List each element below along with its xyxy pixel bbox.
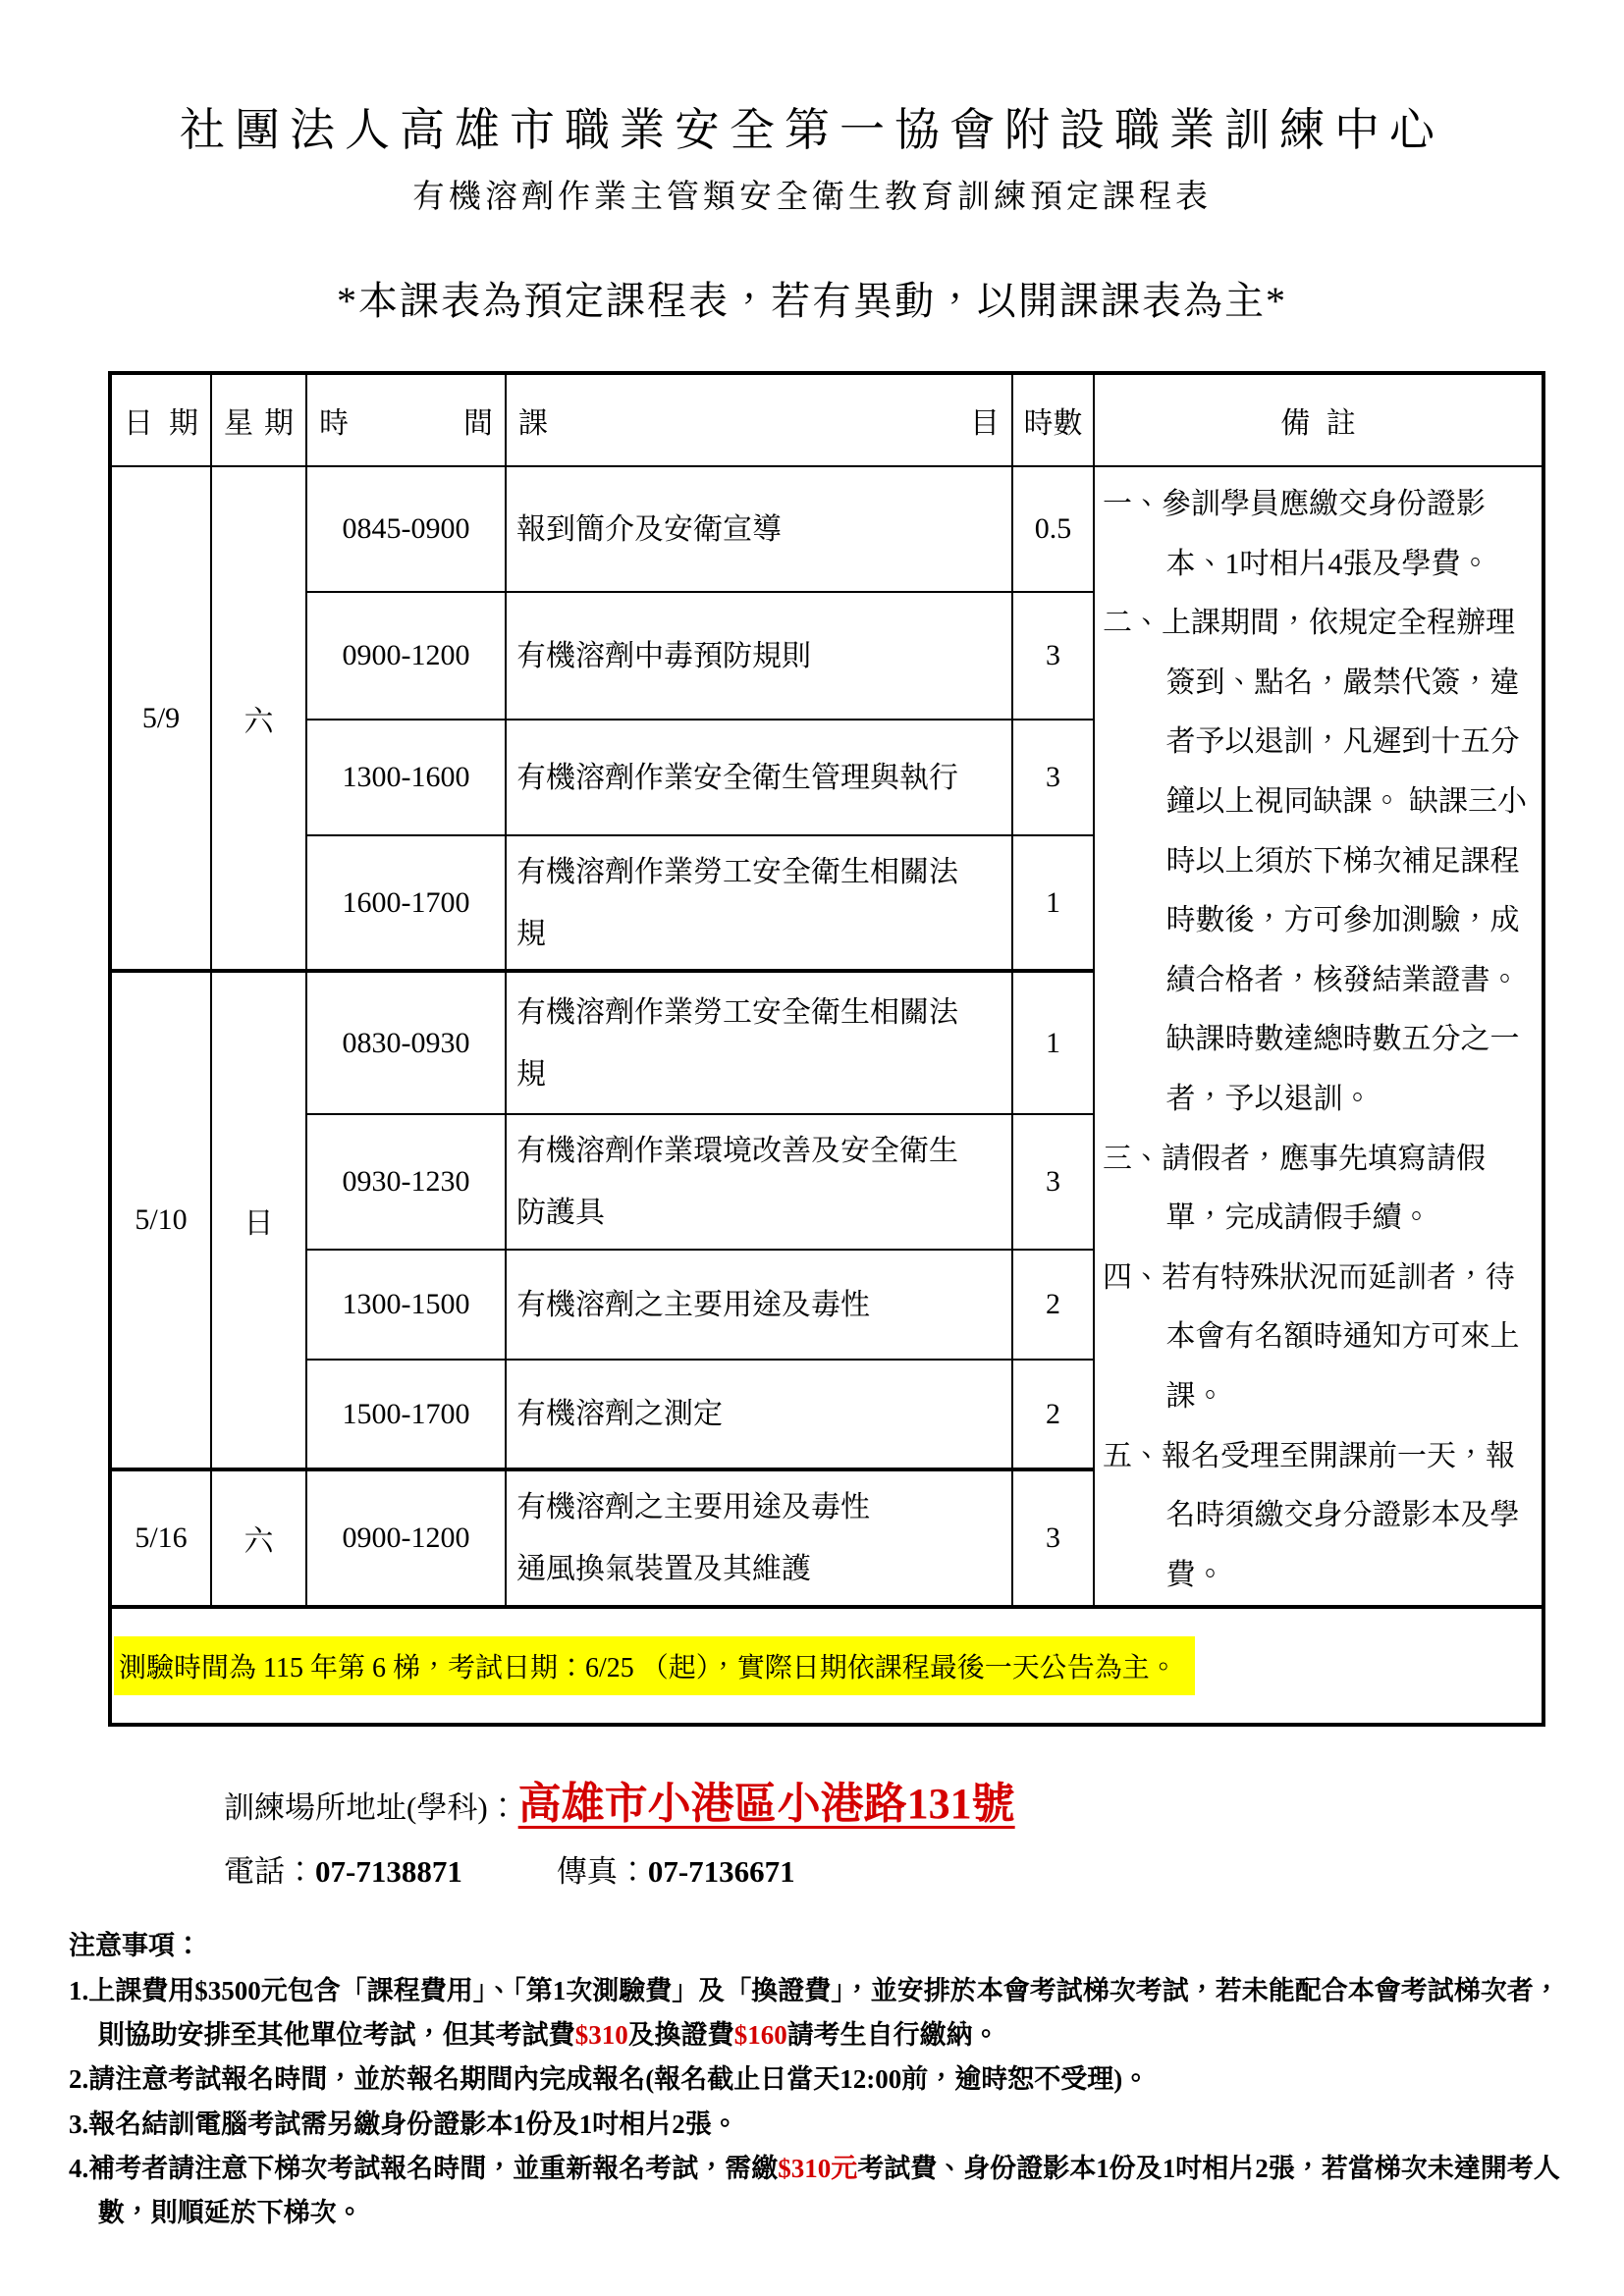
note-item (69, 2147, 1571, 2236)
note-text: 考試費、身份證影本1份及1吋相片2張，若當梯次未達開考人數，則順延於下梯次。 (97, 2154, 1560, 2228)
subject-line: 有機溶劑作業環境改善及安全衛生 (516, 1135, 958, 1168)
page-title: 社團法人高雄市職業安全第一協會附設職業訓練中心 (180, 105, 1444, 155)
exam-notice-highlight: 測驗時間為 115 年第 6 梯，考試日期：6/25 （起），實際日期依課程最後一天公告為主。 (114, 1636, 1195, 1695)
date-cell: 5/10 (110, 971, 211, 1469)
header-hours: 時數 (1012, 373, 1094, 466)
note-text: 補考者請注意下梯次考試報名時間，並重新報名考試，需繳 (88, 2154, 779, 2184)
header-weekday (211, 373, 306, 466)
remarks-cell (1094, 466, 1543, 1607)
header-date (110, 373, 211, 466)
hours-cell: 2 (1012, 1250, 1094, 1360)
time-cell: 0900-1200 (306, 592, 506, 720)
time-cell: 1300-1500 (306, 1250, 506, 1360)
remark-item: 一、參訓學員應繳交身份證影本、1吋相片4張及學費。 (1103, 488, 1490, 580)
subject-cell (506, 1250, 1012, 1360)
weekday-cell: 日 (211, 971, 306, 1469)
hours-cell: 2 (1012, 1360, 1094, 1469)
subject-line: 有機溶劑作業勞工安全衛生相關法 (516, 855, 958, 888)
table-header-row (110, 373, 1543, 466)
course-row (110, 466, 1543, 592)
header-remarks: 備註 (1094, 373, 1543, 466)
phone-label: 電話： (224, 1854, 315, 1890)
hours-cell: 3 (1012, 592, 1094, 720)
note-red-amount: $310 (574, 2020, 628, 2050)
note-item (69, 1969, 1571, 2058)
contact-block (224, 1768, 1624, 1891)
subject-line: 通風換氣裝置及其維護 (516, 1553, 811, 1586)
subject-line: 有機溶劑作業勞工安全衛生相關法 (516, 995, 958, 1029)
subject-cell (506, 1114, 1012, 1250)
notes-list (69, 1969, 1571, 2236)
time-cell: 1500-1700 (306, 1360, 506, 1469)
subject-line: 規 (516, 917, 546, 950)
weekday-cell: 六 (211, 1469, 306, 1607)
hours-cell: 3 (1012, 720, 1094, 835)
subject-line: 有機溶劑作業安全衛生管理與執行 (516, 761, 958, 794)
subject-cell (506, 971, 1012, 1114)
subject-cell (506, 720, 1012, 835)
header-time (306, 373, 506, 466)
fax-number: 07-7136671 (647, 1854, 795, 1890)
header-subject-label: 課 目 (518, 407, 1000, 440)
address-label: 訓練場所地址(學科)： (224, 1790, 518, 1826)
notes-heading: 注意事項： (69, 1931, 201, 1961)
hours-cell: 3 (1012, 1114, 1094, 1250)
note-number: 2. (69, 2064, 89, 2095)
time-cell: 1300-1600 (306, 720, 506, 835)
remark-item: 四、若有特殊狀況而延訓者，待本會有名額時通知方可來上課。 (1103, 1260, 1520, 1413)
subject-line: 報到簡介及安衛宣導 (516, 512, 782, 546)
subject-line: 有機溶劑之主要用途及毒性 (516, 1491, 870, 1524)
note-red-amount: $310元 (778, 2154, 858, 2184)
note-red-amount: $160 (733, 2020, 787, 2050)
course-schedule-table (108, 371, 1545, 1727)
hours-cell: 1 (1012, 835, 1094, 971)
exam-notice-row (110, 1607, 1543, 1725)
hours-cell: 1 (1012, 971, 1094, 1114)
subject-cell (506, 1469, 1012, 1607)
note-text: 及換證費 (627, 2020, 734, 2050)
remark-item: 五、報名受理至開課前一天，報名時須繳交身分證影本及學費。 (1103, 1439, 1520, 1591)
note-number: 4. (69, 2154, 89, 2184)
note-item (69, 2057, 1571, 2102)
exam-notice-cell (110, 1607, 1543, 1725)
subject-cell (506, 466, 1012, 592)
subject-cell (506, 1360, 1012, 1469)
remark-item: 三、請假者，應事先填寫請假單，完成請假手續。 (1103, 1142, 1486, 1235)
page-subtitle: 有機溶劑作業主管類安全衛生教育訓練預定課程表 (412, 180, 1212, 215)
training-address: 高雄市小港區小港路131號 (517, 1780, 1015, 1829)
hours-cell: 3 (1012, 1469, 1094, 1607)
time-cell: 1600-1700 (306, 835, 506, 971)
subject-cell (506, 592, 1012, 720)
note-number: 3. (69, 2109, 89, 2139)
note-text: 報名結訓電腦考試需另繳身份證影本1份及1吋相片2張。 (88, 2109, 738, 2139)
time-cell: 0900-1200 (306, 1469, 506, 1607)
notes-block (69, 1924, 1571, 2236)
time-cell: 0830-0930 (306, 971, 506, 1114)
header-subject (506, 373, 1012, 466)
hours-cell: 0.5 (1012, 466, 1094, 592)
subject-line: 規 (516, 1057, 546, 1091)
subject-line: 有機溶劑之測定 (516, 1398, 723, 1431)
address-line (224, 1768, 1624, 1831)
subject-line: 有機溶劑之主要用途及毒性 (516, 1288, 870, 1321)
time-cell: 0845-0900 (306, 466, 506, 592)
date-cell: 5/16 (110, 1469, 211, 1607)
header-weekday-label: 星 期 (224, 407, 294, 440)
subject-line: 防護具 (516, 1197, 605, 1230)
note-text: 請考生自行繳納。 (786, 2020, 1000, 2050)
header-time-label: 時 間 (319, 407, 493, 440)
subject-line: 有機溶劑中毒預防規則 (516, 639, 811, 672)
note-number: 1. (69, 1975, 89, 2005)
phone-fax-line (224, 1846, 1624, 1891)
schedule-disclaimer: *本課表為預定課程表，若有異動，以開課課表為主* (337, 279, 1287, 323)
subject-cell (506, 835, 1012, 971)
date-cell: 5/9 (110, 466, 211, 971)
weekday-cell: 六 (211, 466, 306, 971)
time-cell: 0930-1230 (306, 1114, 506, 1250)
remark-item: 二、上課期間，依規定全程辦理簽到、點名，嚴禁代簽，違者予以退訓，凡遲到十五分鐘以上視同缺課。 缺課三小時以上須於下梯次補足課程時數後，方可參加測驗，成績合格者，核發結業證書。缺課時數達總時數五分之一者，予以退訓。 (1103, 607, 1527, 1115)
fax-label: 傳真： (556, 1854, 648, 1890)
note-text: 上課費用$3500元包含「課程費用」、「第1次測驗費」及「換證費」，並安排於本會考試梯次考試，若未能配合本會考試梯次者，則協助安排至其他單位考試，但其考試費 (88, 1975, 1560, 2050)
phone-number: 07-7138871 (315, 1854, 462, 1890)
note-text: 請注意考試報名時間，並於報名期間內完成報名(報名截止日當天12:00前，逾時恕不受理)。 (88, 2064, 1150, 2095)
header-date-label: 日 期 (124, 407, 198, 440)
note-item (69, 2103, 1571, 2147)
